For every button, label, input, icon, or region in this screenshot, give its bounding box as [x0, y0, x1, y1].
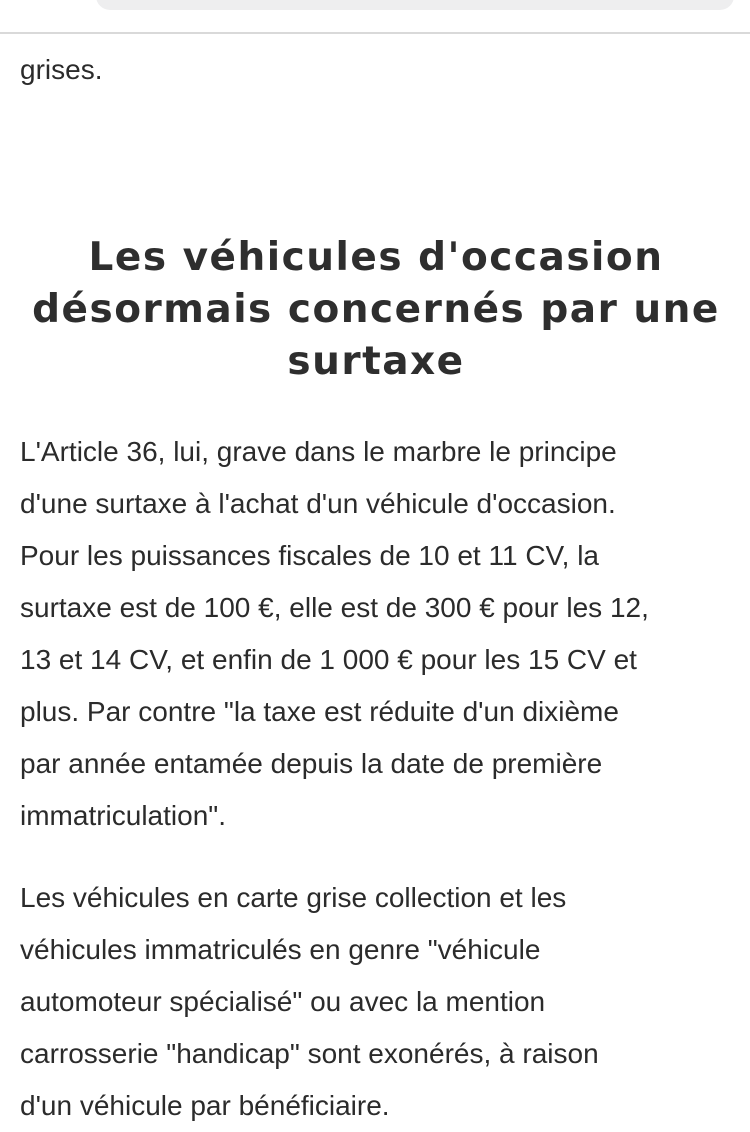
section-heading: Les véhicules d'occasion désormais concernés par une surtaxe [32, 235, 720, 384]
paragraph-surtaxe: L'Article 36, lui, grave dans le marbre le principe d'une surtaxe à l'achat d'un véhicule d'occasion. Pour les puissances fiscales de 10 et 11 CV, la surtaxe est de 100 €, elle est de 300 € pour les 12, 13 et 14 CV, et enfin de 1 000 € pour les 15 CV et plus. Par contre "la taxe est réduite d'un dixième par année entamée depuis la date de première immatriculation". [20, 436, 649, 831]
text-fragment: grises. [20, 54, 103, 85]
browser-top-bar [0, 0, 750, 34]
address-bar[interactable] [96, 0, 734, 10]
paragraph-exemptions: Les véhicules en carte grise collection et les véhicules immatriculés en genre "véhicule automoteur spécialisé" ou avec la mention carrosserie "handicap" sont exonérés, à raison d'un véhicule par bénéficiaire. [20, 882, 599, 1121]
